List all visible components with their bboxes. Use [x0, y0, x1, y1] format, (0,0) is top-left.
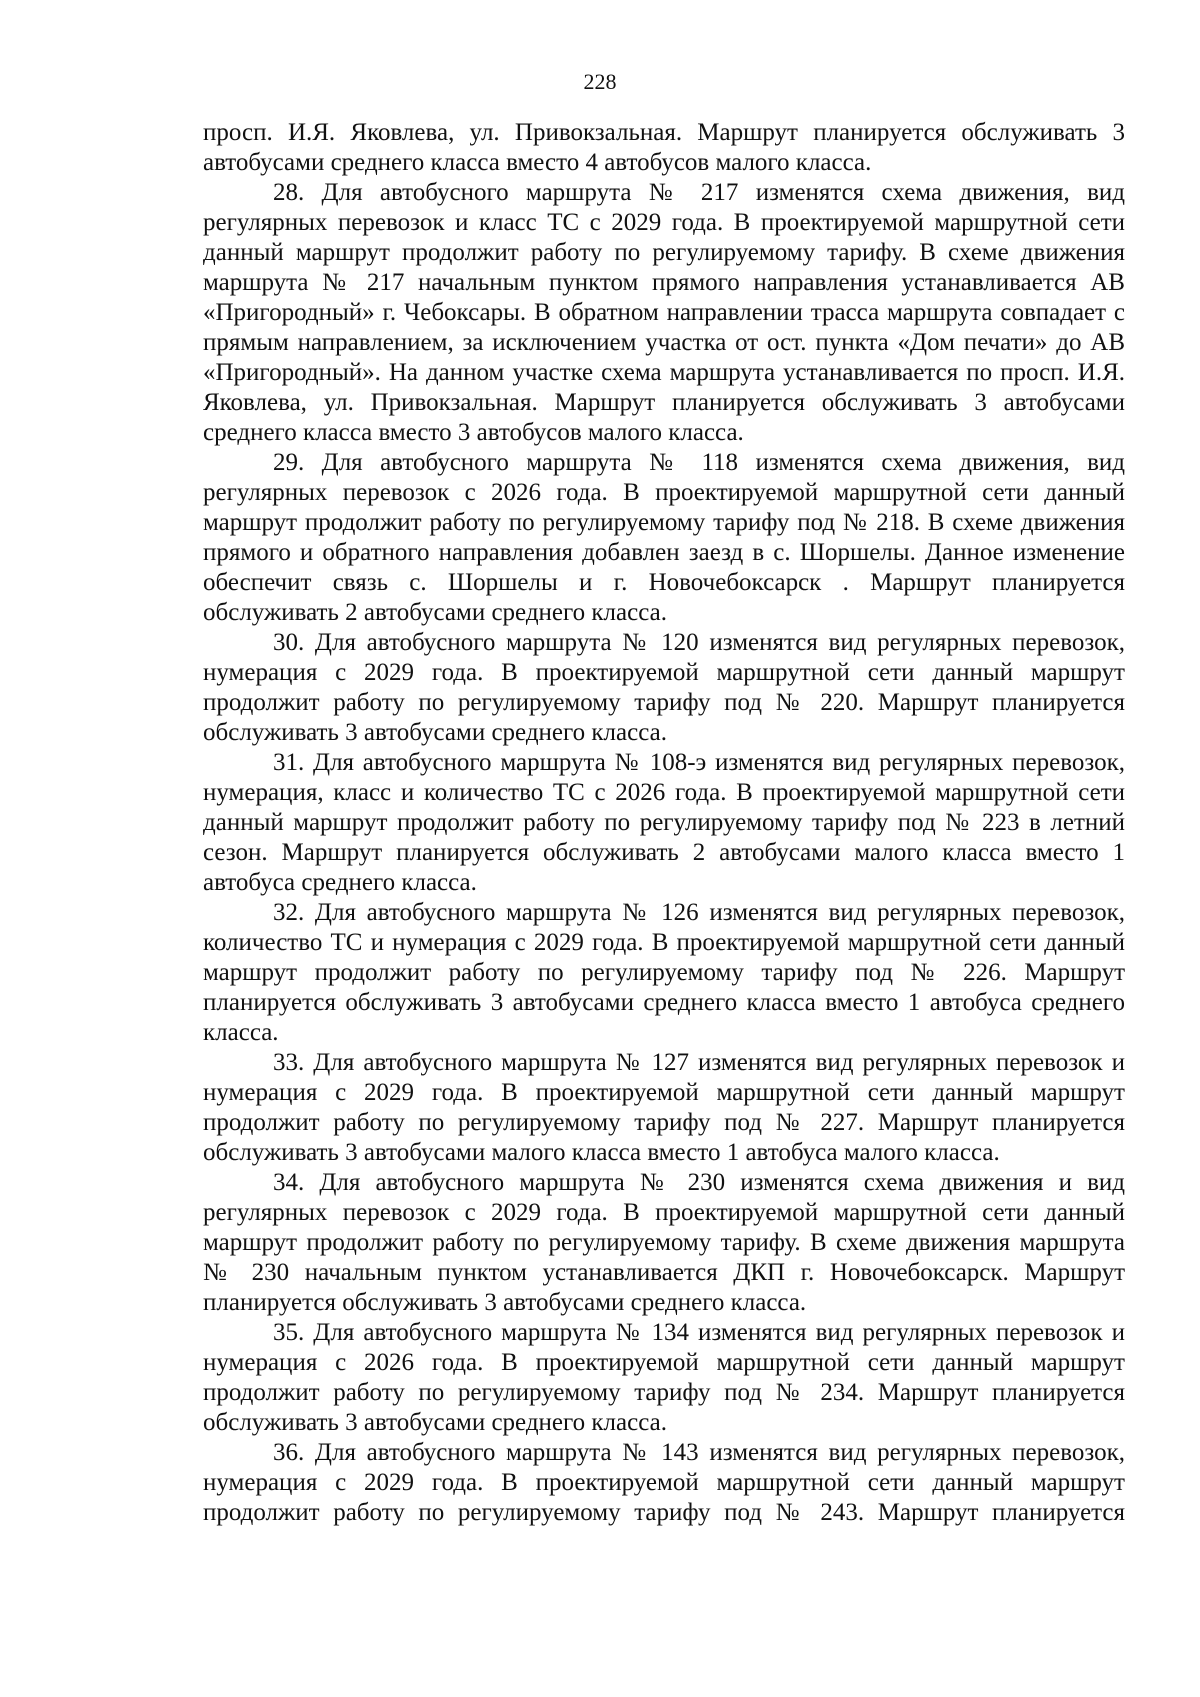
document-body [203, 118, 1125, 1528]
paragraph-item-32: 32. Для автобусного маршрута № 126 изменятся вид регулярных перевозок, количество ТС и нумерация с 2029 года. В проектируемой маршрутной сети данный маршрут продолжит работу по регулируемому тарифу под № 226. Маршрут планируется обслуживать 3 автобусами среднего класса вместо 1 автобуса среднего класса. [203, 899, 1125, 1046]
paragraph-item-29: 29. Для автобусного маршрута № 118 изменятся схема движения, вид регулярных перевозок с 2026 года. В проектируемой маршрутной сети данный маршрут продолжит работу по регулируемому тарифу под № 218. В схеме движения прямого и обратного направления добавлен заезд в с. Шоршелы. Данное изменение обеспечит связь с. Шоршелы и г. Новочебоксарск . Маршрут планируется обслуживать 2 автобусами среднего класса. [203, 449, 1125, 626]
paragraph-item-28: 28. Для автобусного маршрута № 217 изменятся схема движения, вид регулярных перевозок и класс ТС с 2029 года. В проектируемой маршрутной сети данный маршрут продолжит работу по регулируемому тарифу. В схеме движения маршрута № 217 начальным пунктом прямого направления устанавливается АВ «Пригородный» г. Чебоксары. В обратном направлении трасса маршрута совпадает с прямым направлением, за исключением участка от ост. пункта «Дом печати» до АВ «Пригородный». На данном участке схема маршрута устанавливается по просп. И.Я. Яковлева, ул. Привокзальная. Маршрут планируется обслуживать 3 автобусами среднего класса вместо 3 автобусов малого класса. [203, 179, 1125, 446]
paragraph-item-33: 33. Для автобусного маршрута № 127 изменятся вид регулярных перевозок и нумерация с 2029 года. В проектируемой маршрутной сети данный маршрут продолжит работу по регулируемому тарифу под № 227. Маршрут планируется обслуживать 3 автобусами малого класса вместо 1 автобуса малого класса. [203, 1049, 1125, 1166]
paragraph-item-30: 30. Для автобусного маршрута № 120 изменятся вид регулярных перевозок, нумерация с 2029 года. В проектируемой маршрутной сети данный маршрут продолжит работу по регулируемому тарифу под № 220. Маршрут планируется обслуживать 3 автобусами среднего класса. [203, 629, 1125, 746]
page-number: 228 [583, 69, 617, 94]
paragraph-item-36: 36. Для автобусного маршрута № 143 изменятся вид регулярных перевозок, нумерация с 2029 года. В проектируемой маршрутной сети данный маршрут продолжит работу по регулируемому тарифу под № 243. Маршрут планируется [203, 1439, 1125, 1526]
paragraph-item-31: 31. Для автобусного маршрута № 108-э изменятся вид регулярных перевозок, нумерация, класс и количество ТС с 2026 года. В проектируемой маршрутной сети данный маршрут продолжит работу по регулируемому тарифу под № 223 в летний сезон. Маршрут планируется обслуживать 2 автобусами малого класса вместо 1 автобуса среднего класса. [203, 749, 1125, 896]
paragraph-continuation: просп. И.Я. Яковлева, ул. Привокзальная. Маршрут планируется обслуживать 3 автобусами среднего класса вместо 4 автобусов малого класса. [203, 119, 1125, 176]
paragraph-item-35: 35. Для автобусного маршрута № 134 изменятся вид регулярных перевозок и нумерация с 2026 года. В проектируемой маршрутной сети данный маршрут продолжит работу по регулируемому тарифу под № 234. Маршрут планируется обслуживать 3 автобусами среднего класса. [203, 1319, 1125, 1436]
paragraph-item-34: 34. Для автобусного маршрута № 230 изменятся схема движения и вид регулярных перевозок с 2029 года. В проектируемой маршрутной сети данный маршрут продолжит работу по регулируемому тарифу. В схеме движения маршрута № 230 начальным пунктом устанавливается ДКП г. Новочебоксарск. Маршрут планируется обслуживать 3 автобусами среднего класса. [203, 1169, 1125, 1316]
